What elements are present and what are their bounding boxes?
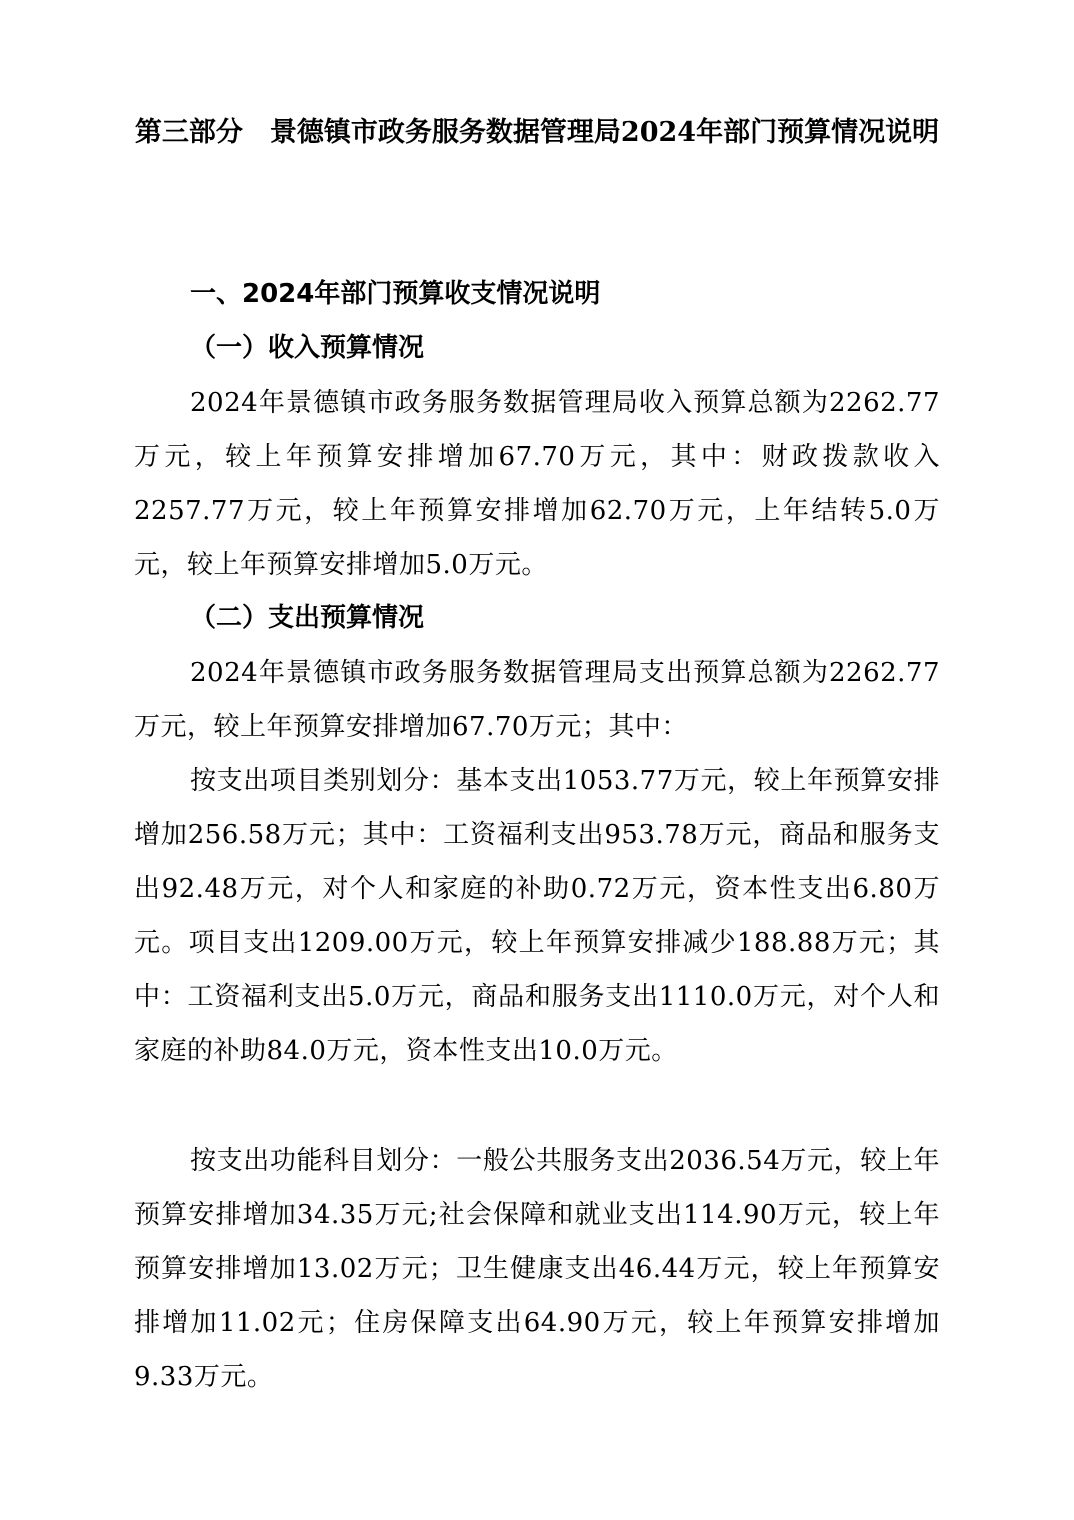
paragraph-income-budget: 2024年景德镇市政务服务数据管理局收入预算总额为2262.77万元，较上年预算安排增加67.70万元，其中：财政拨款收入2257.77万元，较上年预算安排增加62.70万元，上年结转5.0万元，较上年预算安排增加5.0万元。 [134, 388, 940, 580]
section-heading-budget-overview: 一、2024年部门预算收支情况说明 [190, 279, 601, 309]
paragraph-expenditure-by-category: 按支出项目类别划分：基本支出1053.77万元，较上年预算安排增加256.58万元；其中：工资福利支出953.78万元，商品和服务支出92.48万元，对个人和家庭的补助0.72万元，资本性支出6.80万元。项目支出1209.00万元，较上年预算安排减少188.88万元；其中：工资福利支出5.0万元，商品和服务支出1110.0万元，对个人和家庭的补助84.0万元，资本性支出10.0万元。 [134, 766, 940, 1066]
paragraph-expenditure-total: 2024年景德镇市政务服务数据管理局支出预算总额为2262.77万元，较上年预算安排增加67.70万元；其中： [134, 658, 940, 742]
paragraph-expenditure-by-function: 按支出功能科目划分：一般公共服务支出2036.54万元，较上年预算安排增加34.35万元;社会保障和就业支出114.90万元，较上年预算安排增加13.02万元；卫生健康支出46.44万元，较上年预算安排增加11.02元；住房保障支出64.90万元，较上年预算安排增加9.33万元。 [134, 1146, 940, 1392]
subheading-expenditure-budget: （二）支出预算情况 [190, 603, 425, 633]
subheading-income-budget: （一）收入预算情况 [190, 333, 425, 363]
document-title: 第三部分 景德镇市政务服务数据管理局2024年部门预算情况说明 [134, 117, 940, 148]
